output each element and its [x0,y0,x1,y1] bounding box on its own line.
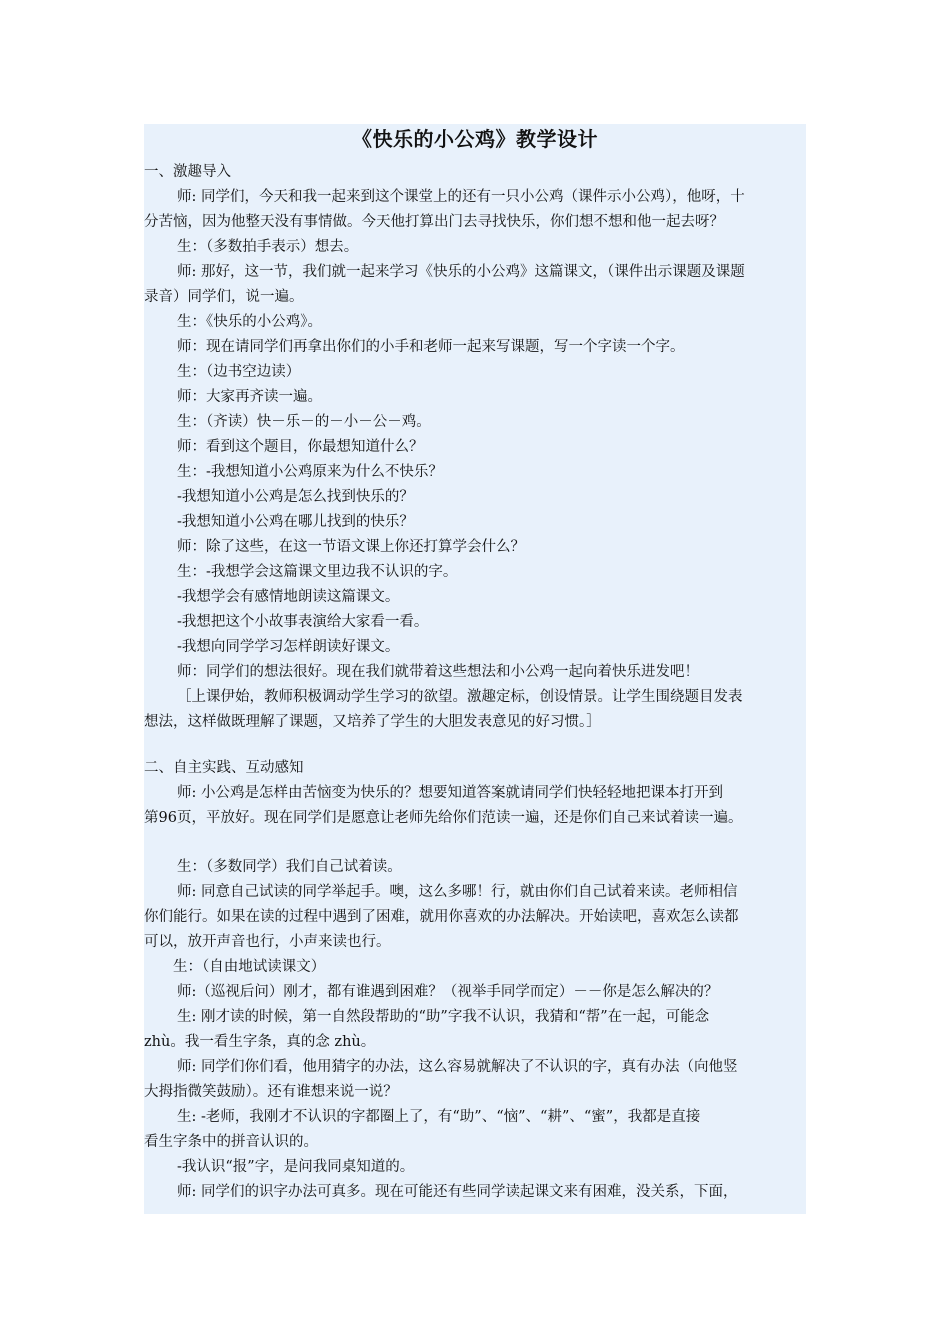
text-line: 师: 同意自己试读的同学举起手。噢，这么多哪！行，就由你们自己试着来读。老师相信 [177,884,738,900]
text-line: 师：除了这些，在这一节语文课上你还打算学会什么？ [177,539,525,555]
text-line: 生：《快乐的小公鸡》。 [177,314,322,330]
text-line: ［上课伊始，教师积极调动学生学习的欲望。激趣定标，创设情景。让学生围绕题目发表 [177,689,743,705]
text-line: 一、激趣导入 [144,164,231,180]
text-line: 可以，放开声音也行，小声来读也行。 [144,934,391,950]
text-line: 生：（自由地试读课文） [173,959,326,975]
text-line: 生：（齐读）快－乐－的－小－公－鸡。 [177,414,431,430]
text-line: -我想知道小公鸡是怎么找到快乐的？ [177,489,414,505]
text-line: 师: 同学们的识字办法可真多。现在可能还有些同学读起课文来有困难，没关系，下面， [177,1184,738,1200]
text-line: zhù。我一看生字条，真的念 zhù。 [144,1034,376,1050]
text-line: -我认识“报”字，是问我同桌知道的。 [177,1159,415,1175]
text-line: 师:（巡视后问）刚才，都有谁遇到困难？（视举手同学而定）－－你是怎么解决的？ [177,984,719,1000]
text-line: 生: -老师，我刚才不认识的字都圈上了，有“助”、“恼”、“耕”、“蜜”，我都是直接 [177,1109,701,1125]
text-line: 想法，这样做既理解了课题，又培养了学生的大胆发表意见的好习惯。］ [144,714,601,730]
text-line: -我想学会有感情地朗读这篇课文。 [177,589,400,605]
text-line: 生：（多数同学）我们自己试着读。 [177,859,402,875]
text-line: 师：同学们的想法很好。现在我们就带着这些想法和小公鸡一起向着快乐进发吧！ [177,664,699,680]
text-line: -我想知道小公鸡在哪儿找到的快乐？ [177,514,414,530]
text-line: 生：-我想知道小公鸡原来为什么不快乐？ [177,464,443,480]
text-line: 分苦恼，因为他整天没有事情做。今天他打算出门去寻找快乐，你们想不想和他一起去呀？ [144,214,724,230]
text-line: 录音）同学们，说一遍。 [144,289,304,305]
text-line: 生：（多数拍手表示）想去。 [177,239,359,255]
text-line: 生: 刚才读的时候，第一自然段帮助的“助”字我不认识，我猜和“帮”在一起，可能念 [177,1009,710,1025]
text-line: 生：-我想学会这篇课文里边我不认识的字。 [177,564,458,580]
text-line: 看生字条中的拼音认识的。 [144,1134,318,1150]
text-line: 师：大家再齐读一遍。 [177,389,322,405]
text-line: -我想把这个小故事表演给大家看一看。 [177,614,429,630]
text-line: 师: 同学们你们看，他用猜字的办法，这么容易就解决了不认识的字，真有办法（向他竖 [177,1059,738,1075]
text-line: 师: 那好，这一节，我们就一起来学习《快乐的小公鸡》这篇课文，（课件出示课题及课题 [177,264,745,280]
text-line: 师: 小公鸡是怎样由苦恼变为快乐的？想要知道答案就请同学们快轻轻地把课本打开到 [177,785,723,801]
text-line: 你们能行。如果在读的过程中遇到了困难，就用你喜欢的办法解决。开始读吧，喜欢怎么读都 [144,909,739,925]
text-line: 大拇指微笑鼓励）。还有谁想来说一说？ [144,1084,398,1100]
document-title: 《快乐的小公鸡》教学设计 [352,127,598,151]
text-line: 二、自主实践、互动感知 [144,760,304,776]
text-line: 第96页，平放好。现在同学们是愿意让老师先给你们范读一遍，还是你们自己来试着读一遍。 [144,810,743,826]
text-line: 师：现在请同学们再拿出你们的小手和老师一起来写课题，写一个字读一个字。 [177,339,685,355]
text-line: 师：看到这个题目，你最想知道什么？ [177,439,424,455]
text-line: 生：（边书空边读） [177,364,301,380]
text-line: -我想向同学学习怎样朗读好课文。 [177,639,400,655]
text-line: 师: 同学们，今天和我一起来到这个课堂上的还有一只小公鸡（课件示小公鸡），他呀，十 [177,189,745,205]
